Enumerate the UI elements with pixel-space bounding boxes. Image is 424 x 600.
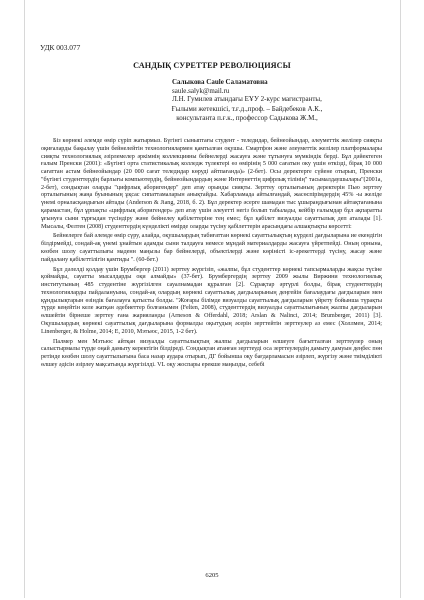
body-paragraph: Біз көрнекі әлемде өмір сүріп жатырмыз. Бүгінгі сыныптағы студент - теледидар, бейнеойындар, әлеуметтік желілер сияқты оқиғаларды бақылау үшін бейнелейтін технологиялармен қамтылған оқушы. Смартфон және әлеуметтік желілер платформалары сияқты технологиялық әзірлемелер әркімнің коллекцияны бейнелерді жасауға және тұтынуға мүмкіндік берді. Бұл дәйектеген ғалым Пренски (2001): «Бүгінгі орта статистикалық колледж түлектері өз өмірінің 5 000 сағатын оку үшін өткізді, бірақ 10 000 сағаттан астам бейнеойындар (20 000 сағат теледидар көруді айтпағанда)» (2-бет). Осы деректерге сүйене отырып, Пренски "бүгінгі студенттердің барлығы компьютердің, бейнеойындардың және Интернеттің цифрлық тілінің" тасымалдаушылары"(2001а, 2-бет), сондықтан оларды "цифрлық аборигендер" деп атау орынды сияқты. Зерттеу орталығының деректерін Пью зерттеу орталығының жаңа буынының ұқсас сипаттамаларын анықтайды. Хабарламада айтылғандай, жасөспірімдердің 45% -ы желіде үнемі орналасқандығын айтады (Anderson & Jiang, 2018, б. 2). Бұл деректер әсерге шамадан тыс ұшыраңдығынан айтақтағанына қарамастан, бұл ұрпақты «цифрлық аборигендер» деп атау үшін әлеуетті негіз болып табылады, кейбір ғалымдар бұл ақпаратты ұғынуға сыни тұрғыдан түсіндіру және бейнелеу қабілеттеріне тең емес; бұл қабілет визуалды сауаттылық деп аталады [1]. Мысалы, Фелтен (2008) студенттердің күнделікті өмірде оларды түсіну қабілеттерін арасындағы алшақтықты көрсетті:	[41, 138, 382, 230]
body-paragraph: Палмер мен Мэтьюс айтқан визуалды сауаттылықтың жалпы дағдыларын өлшеуге бағытталған зерттеулер оның салыстырмалы түрде оңай дамыту керектігін білдіреді. Сондықтан атанған зерттеуді оса зерттеулердің дамыту дамуын деңбес пөн ретінде көзбен шолу сауаттылығына баса назар аудара отырып, ДГ бойынша оқу бағдарламасын әзірлеп, жүргізу және тиімділікті өлшеу әдісін әзірлеу мақсатында жүргізілді. VL оқу жоспары ерекше маңызды, себебі	[41, 338, 382, 368]
affiliation-line: Л.Н. Гумилев атындағы ЕҰУ 2-курс магистранты,	[172, 95, 322, 103]
body-paragraph: Бейнелерге бай әлемде өмір сүру, алайда, оқушылардың табиғаттан көрнекі сауаттылықтың күрделі дағдыларына ие екендігін білдірмейді, сондай-ақ үнемі ұнайтын адамды сыни талдауға немесе мұндай материалдарды жасауға үйретпейді. Оның орнына, көзбен шолу сауаттылығы маденн маңызы бар бейнелерді, объектілерді және көріністі іс-әрекеттерді түсіну, жасау және пайдалану қабілеттілігін қамтиды ". (60-бет.)	[41, 233, 382, 263]
udc-code: УДК 003.077	[40, 43, 81, 52]
author-name: Салыкова Саule Саламатовна	[172, 78, 268, 86]
body-paragraph: Бұл дәлелді қолдау үшін Брумбергер (2011) зерттеу жүргізіп, «жалпы, бұл студенттер көрнекі тапсырмаларды жақсы түсіне қоймайды, сауатты мысалдарды оқи алмайды» (37-бет). Брумбергердің зерттеу 2009 жылы Виржини технологиялық институтының 485 студентіне жүргізілген сауалнамадан құралған [2]. Сұрақтар әртүрлі болды, бірақ студенттердің технологияларды пайдалануына, сондай-ақ олардың көрнекі сауаттылық дағдыларының деңгейін бағалаудағы дағдыларын мен құндылықтарын өзіндік бағалауға қатысты болды. "Жоғары білімде визуалды сауаттылық дағдыларын үйрету бойынша түрақты түрде кеңейтін келе жатқан әдебиеттер болғанымен (Felten, 2008), студенттердің визуалды сауаттылығының жалпы дағдыларын өлшейтін бірнеше зерттеу ғана жарияланды (Arneson & Offerdahl, 2018; Arslan & Nalinci, 2014; Brumberger, 2011) [3]. Оқушылардың көрнекі сауаттылық дағдыларына формалды оқытудың әсерін зерттейтін зерттеулер аз емес (Холлмен, 2014; Linenberger, & Holme, 2014; E, 2010, Мэтьюс, 2015, 1-2 бет).	[41, 266, 382, 335]
affiliation-block	[158, 95, 336, 124]
affiliation-line: Ғылыми жетекшісі, т.ғ.д.,проф. – Байдебеков А.К.,	[171, 104, 323, 113]
affiliation-line: консультанта п.ғ.к., профессор Садыкова Ж.М.,	[176, 114, 318, 123]
article-body	[41, 138, 382, 372]
page-number: 6205	[205, 572, 219, 579]
author-email: saule.salyk@mail.ru	[172, 87, 230, 95]
article-title: САНДЫҚ СУРЕТТЕР РЕВОЛЮЦИЯСЫ	[133, 61, 291, 70]
author-block	[172, 78, 268, 96]
